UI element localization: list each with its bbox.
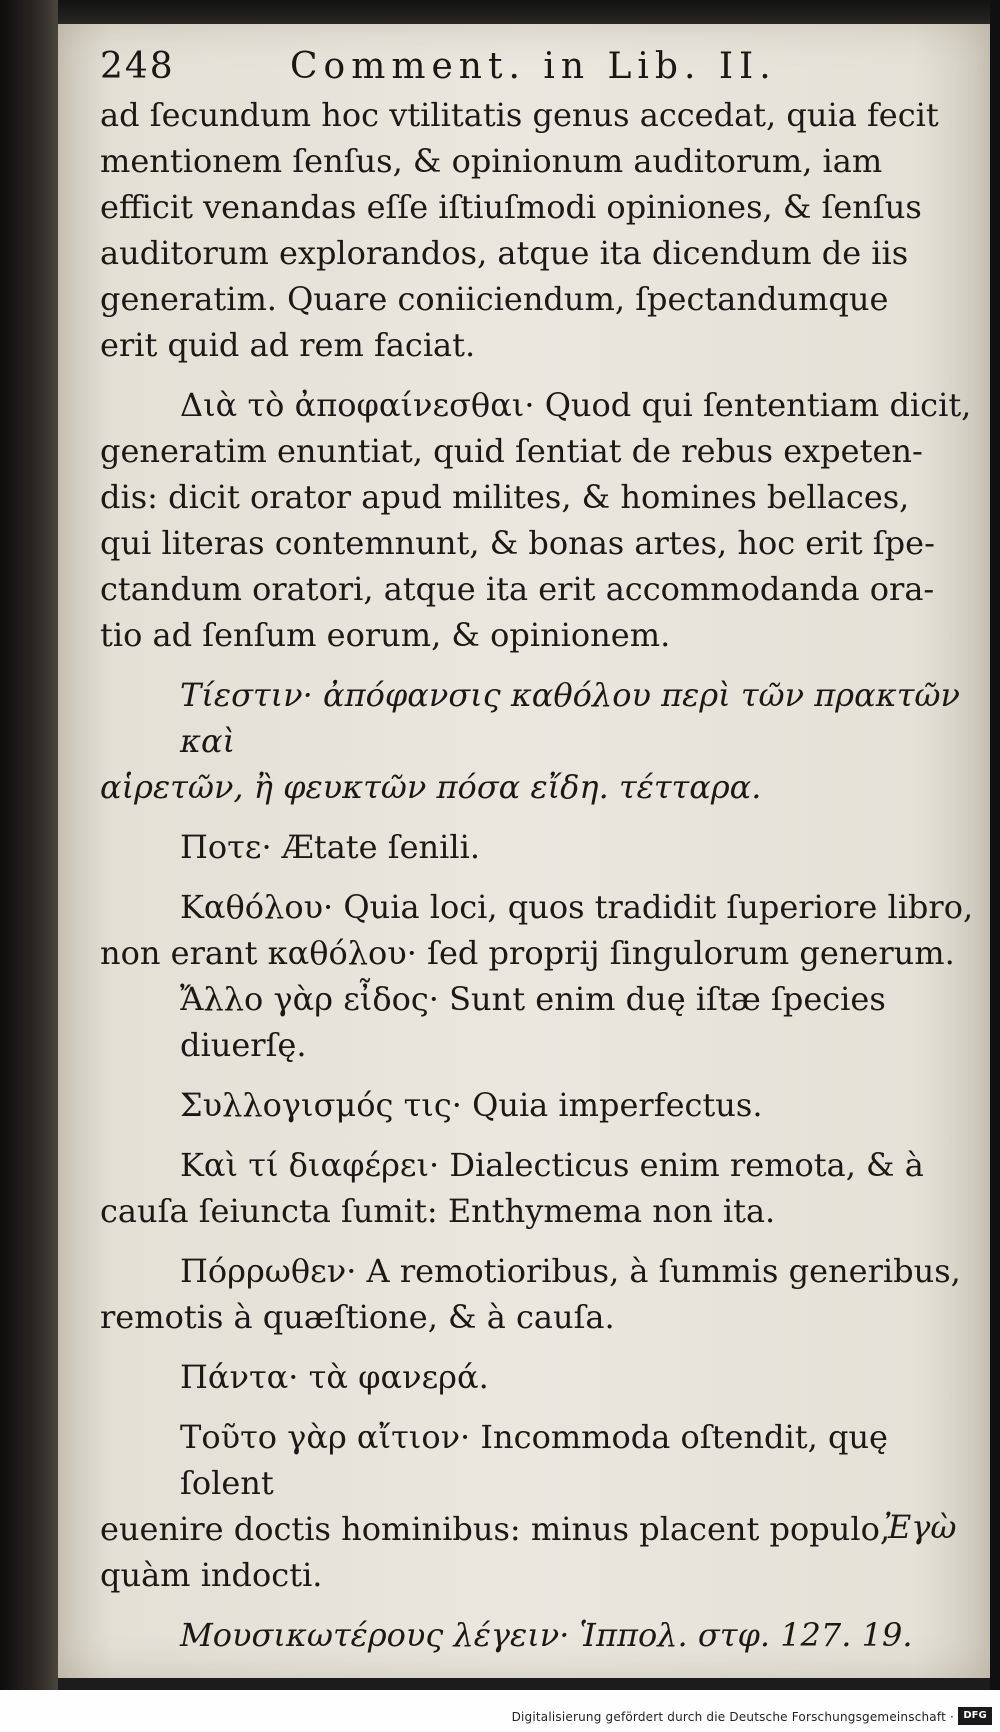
- text-line: ad ſecundum hoc vtilitatis genus accedat, quia fecit: [100, 96, 939, 134]
- text-line: auditorum explorandos, atque ita dicendum de iis: [100, 234, 909, 272]
- page-text: [100, 92, 980, 1658]
- text-line: Πόρρωθεν· A remotioribus, à ſummis generibus,: [180, 1252, 961, 1290]
- text-line: mentionem ſenſus, & opinionum auditorum, iam: [100, 142, 883, 180]
- text-line: Ποτε· Ætate ſenili.: [180, 828, 480, 866]
- text-line: Συλλογισμός τις· Quia imperfectus.: [180, 1086, 763, 1124]
- dfg-logo: DFG: [958, 1707, 992, 1725]
- text-line: euenire doctis hominibus: minus placent populo,: [100, 1510, 891, 1548]
- text-line: ctandum oratori, atque ita erit accommodanda ora-: [100, 570, 935, 608]
- text-line: Μουσικωτέρους λέγειν· Ἱππολ. στφ. 127. 19.: [180, 1616, 913, 1654]
- text-line: quàm indocti.: [100, 1556, 323, 1594]
- book-edge-right: [990, 0, 1000, 1690]
- text-line: αἱρετῶν, ἢ φευκτῶν πόσα εἴδη. τέτταρα.: [100, 768, 762, 806]
- text-line: Καὶ τί διαφέρει· Dialecticus enim remota, & à: [180, 1146, 924, 1184]
- running-head: [100, 46, 860, 96]
- text-line: generatim enuntiat, quid ſentiat de rebus expeten-: [100, 432, 923, 470]
- text-line: non erant καθόλου· ſed proprij ſingulorum generum.: [100, 934, 955, 972]
- text-line: qui literas contemnunt, & bonas artes, hoc erit ſpe-: [100, 524, 935, 562]
- text-line: dis: dicit orator apud milites, & homines bellaces,: [100, 478, 910, 516]
- text-line: Ἄλλο γὰρ εἶδος· Sunt enim duę iſtæ ſpecies diuerſę.: [180, 980, 886, 1064]
- text-line: Πάντα· τὰ φανερά.: [180, 1358, 489, 1396]
- text-line: efficit venandas eſſe iſtiuſmodi opiniones, & ſenſus: [100, 188, 922, 226]
- text-line: tio ad ſenſum eorum, & opinionem.: [100, 616, 671, 654]
- running-title: Comment. in Lib. II.: [290, 46, 777, 87]
- text-line: Διὰ τὸ ἀποφαίνεσθαι· Quod qui ſententiam dicit,: [180, 386, 972, 424]
- text-line: erit quid ad rem faciat.: [100, 326, 476, 364]
- footer-bar: [0, 1690, 1000, 1732]
- text-line: cauſa ſeiuncta ſumit: Enthymema non ita.: [100, 1192, 776, 1230]
- scan-top-edge: [58, 0, 990, 26]
- book-spine-left: [0, 0, 58, 1690]
- digitization-credit: Digitalisierung gefördert durch die Deutsche Forschungsgemeinschaft ·: [511, 1710, 954, 1724]
- text-line: remotis à quæſtione, & à cauſa.: [100, 1298, 615, 1336]
- text-line: Τίεστιν· ἀπόφανσις καθόλου περὶ τῶν πρακτῶν καὶ: [180, 676, 960, 760]
- text-line: Καθόλου· Quia loci, quos tradidit ſuperiore libro,: [180, 888, 974, 926]
- text-line: Τοῦτο γὰρ αἴτιον· Incommoda oſtendit, quę ſolent: [180, 1418, 888, 1502]
- text-line: generatim. Quare coniiciendum, ſpectandumque: [100, 280, 889, 318]
- catchword: Ἐγὼ: [884, 1508, 957, 1546]
- page-number: 248: [100, 46, 175, 87]
